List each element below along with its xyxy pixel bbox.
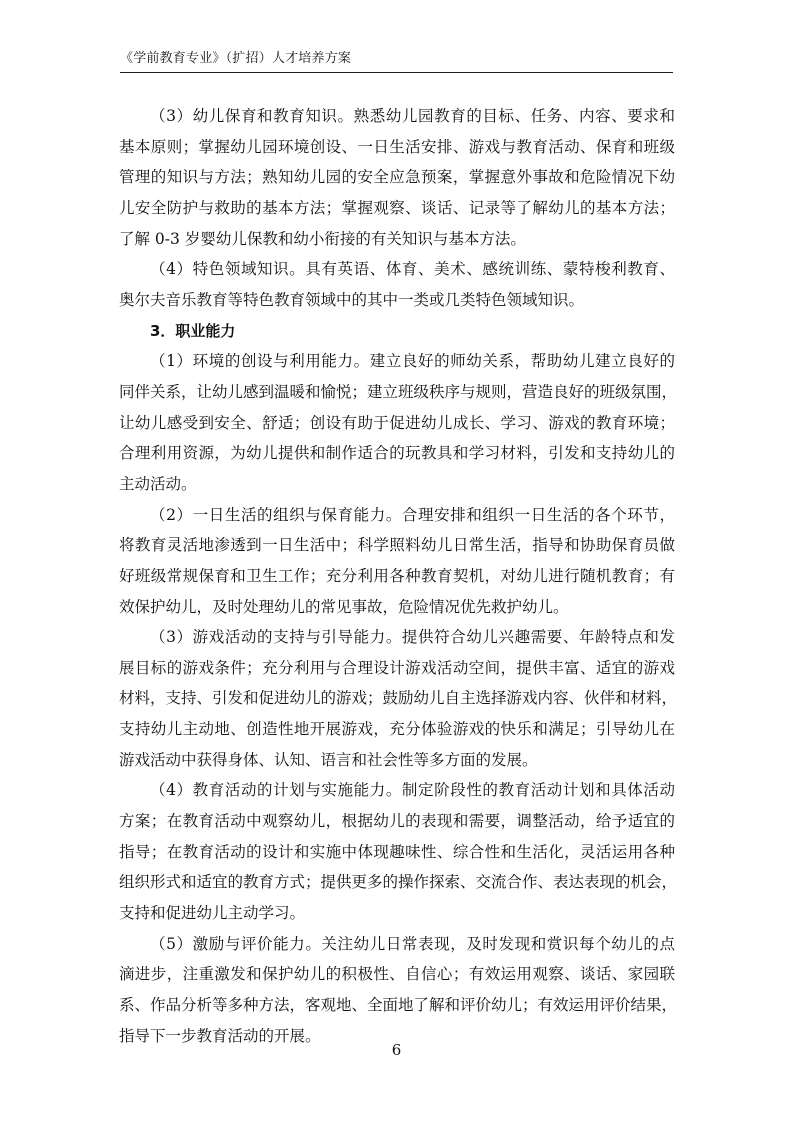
paragraph-line: 奥尔夫音乐教育等特色教育领域中的其中一类或几类特色领域知识。 (119, 290, 585, 309)
paragraph-line: （1）环境的创设与利用能力。建立良好的师幼关系，帮助幼儿建立良好的 (150, 352, 675, 371)
paragraph-line: 材料，支持、引发和促进幼儿的游戏；鼓励幼儿自主选择游戏内容、伙伴和材料， (119, 689, 678, 708)
paragraph-line: 了解 0-3 岁婴幼儿保教和幼小衔接的有关知识与基本方法。 (119, 229, 526, 248)
body-text (119, 101, 678, 1051)
paragraph-line: 滴进步，注重激发和保护幼儿的积极性、自信心；有效运用观察、谈话、家园联 (119, 965, 675, 984)
paragraph-line: 指导下一步教育活动的开展。 (119, 1026, 321, 1045)
paragraph-line: 让幼儿感受到安全、舒适；创设有助于促进幼儿成长、学习、游戏的教育环境； (119, 413, 675, 432)
page-number: 6 (391, 1041, 402, 1059)
paragraph-line: （3）游戏活动的支持与引导能力。提供符合幼儿兴趣需要、年龄特点和发 (150, 628, 675, 647)
paragraph-line: 儿安全防护与救助的基本方法；掌握观察、谈话、记录等了解幼儿的基本方法； (119, 198, 675, 217)
paragraph-line: 组织形式和适宜的教育方式；提供更多的操作探索、交流合作、表达表现的机会， (119, 873, 678, 892)
page-header (120, 50, 673, 73)
paragraph-line: 游戏活动中获得身体、认知、语言和社会性等多方面的发展。 (119, 750, 538, 769)
paragraph-line: 方案；在教育活动中观察幼儿，根据幼儿的表现和需要，调整活动，给予适宜的 (119, 812, 675, 831)
paragraph-line: （3）幼儿保育和教育知识。熟悉幼儿园教育的目标、任务、内容、要求和 (150, 107, 675, 125)
paragraph-line: 管理的知识与方法；熟知幼儿园的安全应急预案，掌握意外事故和危险情况下幼 (119, 168, 675, 187)
paragraph-line: （5）激励与评价能力。关注幼儿日常表现，及时发现和赏识每个幼儿的点 (150, 934, 675, 953)
paragraph-line: 效保护幼儿，及时处理幼儿的常见事故，危险情况优先救护幼儿。 (119, 597, 569, 616)
paragraph-line: 同伴关系，让幼儿感到温暖和愉悦；建立班级秩序与规则，营造良好的班级氛围， (119, 382, 678, 401)
paragraph-line: 系、作品分析等多种方法，客观地、全面地了解和评价幼儿；有效运用评价结果， (119, 996, 678, 1015)
paragraph-line: （2）一日生活的组织与保育能力。合理安排和组织一日生活的各个环节， (150, 505, 675, 524)
header-title: 《学前教育专业》（扩招）人才培养方案 (120, 51, 352, 66)
paragraph-line: 主动活动。 (119, 474, 197, 493)
paragraph-line: （4）特色领域知识。具有英语、体育、美术、感统训练、蒙特梭利教育、 (150, 260, 675, 279)
paragraph-line: 支持和促进幼儿主动学习。 (119, 904, 306, 923)
paragraph-line: 基本原则；掌握幼儿园环境创设、一日生活安排、游戏与教育活动、保育和班级 (119, 137, 675, 156)
paragraph-line: 指导；在教育活动的设计和实施中体现趣味性、综合性和生活化，灵活运用各种 (119, 842, 675, 861)
section-heading: 3．职业能力 (150, 321, 236, 340)
paragraph-line: 支持幼儿主动地、创造性地开展游戏，充分体验游戏的快乐和满足；引导幼儿在 (119, 720, 675, 739)
paragraph-line: 合理利用资源，为幼儿提供和制作适合的玩教具和学习材料，引发和支持幼儿的 (119, 444, 675, 463)
paragraph-line: 好班级常规保育和卫生工作；充分利用各种教育契机，对幼儿进行随机教育；有 (119, 566, 675, 585)
paragraph-line: 展目标的游戏条件；充分利用与合理设计游戏活动空间，提供丰富、适宜的游戏 (119, 658, 675, 677)
paragraph-line: （4）教育活动的计划与实施能力。制定阶段性的教育活动计划和具体活动 (150, 781, 675, 800)
paragraph-line: 将教育灵活地渗透到一日生活中；科学照料幼儿日常生活，指导和协助保育员做 (119, 536, 675, 555)
